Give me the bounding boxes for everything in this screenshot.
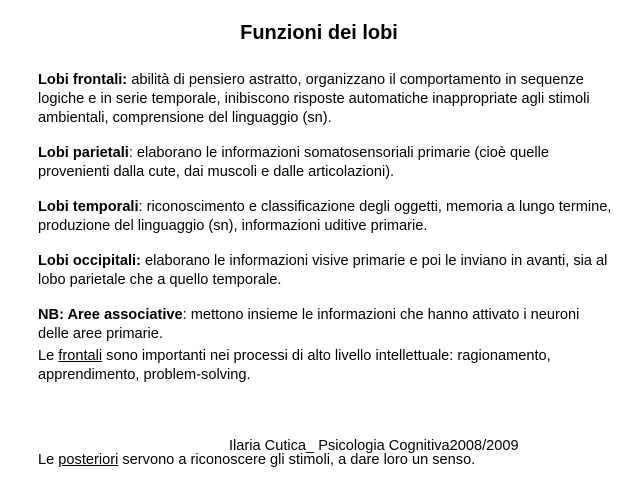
text-aree-associative: : mettono insieme le informazioni che hanno attivato i neuroni delle aree primarie.	[38, 307, 580, 342]
frontali-prefix: Le	[38, 348, 59, 364]
text-lobi-occipitali: elaborano le informazioni visive primarie e poi le inviano in avanti, sia al lobo parietale che a quello temporale.	[38, 253, 608, 288]
paragraph-lobi-frontali	[38, 71, 613, 128]
term-aree-associative: NB: Aree associative	[38, 307, 183, 323]
text-lobi-parietali: : elaborano le informazioni somatosensoriali primarie (cioè quelle provenienti dalla cute, dai muscoli e dalle articolazioni).	[38, 145, 550, 180]
text-lobi-temporali: : riconoscimento e classificazione degli oggetti, memoria a lungo termine, produzione del linguaggio (sn), informazioni uditive primarie.	[38, 199, 612, 234]
frontali-text: sono importanti nei processi di alto livello intellettuale: ragionamento, apprendimento, problem-solving.	[38, 348, 551, 383]
posteriori-underlined: posteriori	[58, 451, 119, 468]
paragraph-lobi-occipitali	[38, 252, 613, 290]
paragraph-frontali	[38, 347, 613, 385]
posteriori-text: servono a riconoscere gli stimoli, a dare loro un senso.	[118, 451, 476, 468]
paragraph-lobi-parietali	[38, 144, 613, 182]
paragraph-aree-associative	[38, 306, 613, 344]
posteriori-prefix: Le	[38, 451, 59, 468]
term-lobi-frontali: Lobi frontali:	[38, 72, 128, 88]
paragraph-lobi-temporali	[38, 198, 613, 236]
term-lobi-temporali: Lobi temporali	[38, 199, 139, 215]
slide-title: Funzioni dei lobi	[240, 22, 398, 44]
text-lobi-frontali: abilità di pensiero astratto, organizzano il comportamento in sequenze logiche e in serie temporale, inibiscono risposte automatiche inappropriate agli stimoli ambientali, comprensione del linguaggio (sn).	[38, 72, 590, 126]
slide-footer: Ilaria Cutica_ Psicologia Cognitiva2008/2009	[229, 438, 519, 454]
term-lobi-parietali: Lobi parietali	[38, 145, 129, 161]
frontali-underlined: frontali	[58, 348, 103, 364]
term-lobi-occipitali: Lobi occipitali:	[38, 253, 141, 269]
